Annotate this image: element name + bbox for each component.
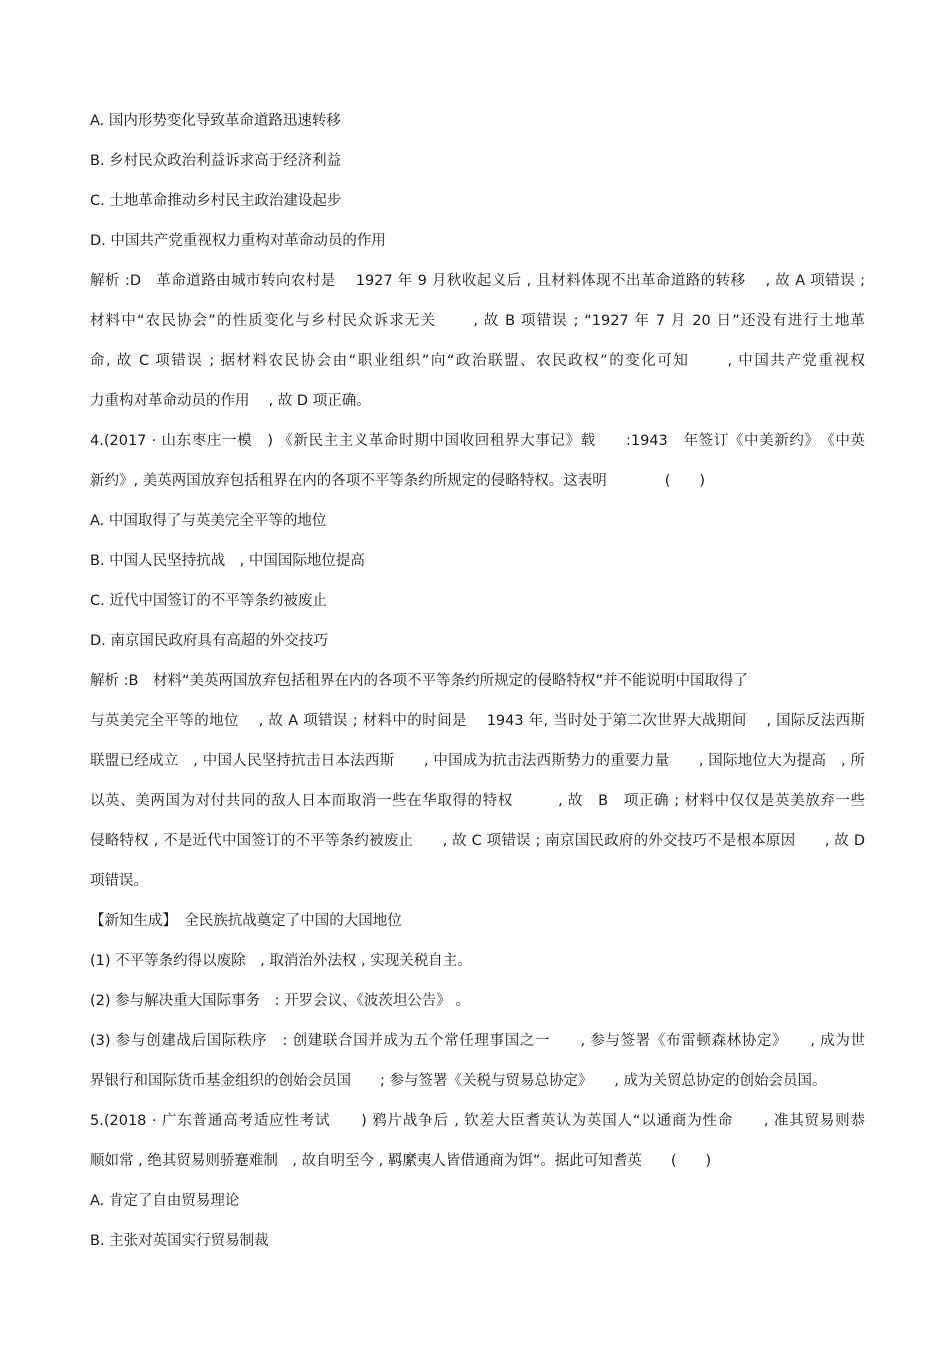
analysis-q4-line-4: 以英、美两国为对付共同的敌人日本而取消一些在华取得的特权 , 故 B 项正确 ; 材料中仅仅是英美放弃一些 [90,793,865,809]
new-knowledge-point-2: (2) 参与解决重大国际事务 : 开罗会议、《波茨坦公告》 。 [90,993,470,1009]
option-d-q3: D. 中国共产党重视权力重构对革命动员的作用 [90,233,386,249]
question-5-line-2: 顺如常 , 绝其贸易则骄蹇难制 , 故自明至今 , 羁縻夷人皆借通商为饵”。据此可知耆英 ( ) [90,1153,712,1169]
option-b-q4: B. 中国人民坚持抗战 , 中国国际地位提高 [90,553,365,569]
option-d-q4: D. 南京国民政府具有高超的外交技巧 [90,633,328,649]
new-knowledge-point-1: (1) 不平等条约得以废除 , 取消治外法权 , 实现关税自主。 [90,953,472,969]
option-b-q3: B. 乡村民众政治利益诉求高于经济利益 [90,153,342,169]
analysis-q3-line-1: 解析 :D 革命道路由城市转向农村是 1927 年 9 月秋收起义后 , 且材料体现不出革命道路的转移 , 故 A 项错误 ; [90,273,865,289]
analysis-q4-line-5: 侵略特权 , 不是近代中国签订的不平等条约被废止 , 故 C 项错误 ; 南京国民政府的外交技巧不是根本原因 , 故 D [90,833,865,849]
option-c-q3: C. 土地革命推动乡村民主政治建设起步 [90,193,342,209]
analysis-q4-line-2: 与英美完全平等的地位 , 故 A 项错误 ; 材料中的时间是 1943 年, 当时处于第二次世界大战期间 , 国际反法西斯 [90,713,865,729]
analysis-q3-line-4: 力重构对革命动员的作用 , 故 D 项正确。 [90,393,371,409]
new-knowledge-point-3-line-2: 界银行和国际货币基金组织的创始会员国 ; 参与签署《关税与贸易总协定》 , 成为关贸总协定的创始会员国。 [90,1073,827,1089]
option-b-q5: B. 主张对英国实行贸易制裁 [90,1233,269,1249]
question-5-line-1: 5.(2018 · 广东普通高考适应性考试 ) 鸦片战争后 , 钦差大臣耆英认为英国人“以通商为性命 , 准其贸易则恭 [90,1113,865,1129]
new-knowledge-heading: 【新知生成】 全民族抗战奠定了中国的大国地位 [90,913,402,929]
option-a-q4: A. 中国取得了与英美完全平等的地位 [90,513,327,529]
question-4-line-2: 新约》, 美英两国放弃包括租界在内的各项不平等条约所规定的侵略特权。这表明 ( ) [90,473,706,489]
option-c-q4: C. 近代中国签订的不平等条约被废止 [90,593,327,609]
analysis-q4-line-6: 项错误。 [90,873,148,889]
option-a-q5: A. 肯定了自由贸易理论 [90,1193,240,1209]
analysis-q4-line-3: 联盟已经成立 , 中国人民坚持抗击日本法西斯 , 中国成为抗击法西斯势力的重要力量 , 国际地位大为提高 , 所 [90,753,865,769]
analysis-q4-line-1: 解析 :B 材料“美英两国放弃包括租界在内的各项不平等条约所规定的侵略特权”并不能说明中国取得了 [90,673,748,689]
question-4-line-1: 4.(2017 · 山东枣庄一模 ) 《新民主主义革命时期中国收回租界大事记》载 :1943 年签订《中美新约》 《中英 [90,433,865,449]
option-a-q3: A. 国内形势变化导致革命道路迅速转移 [90,113,341,129]
new-knowledge-point-3-line-1: (3) 参与创建战后国际秩序 : 创建联合国并成为五个常任理事国之一 , 参与签署《布雷顿森林协定》 , 成为世 [90,1033,865,1049]
analysis-q3-line-3: 命, 故 C 项错误 ; 据材料农民协会由“职业组织”向“政治联盟、农民政权”的变化可知 , 中国共产党重视权 [90,353,865,369]
analysis-q3-line-2: 材料中“农民协会”的性质变化与乡村民众诉求无关 , 故 B 项错误 ; “1927 年 7 月 20 日”还没有进行土地革 [90,313,865,329]
